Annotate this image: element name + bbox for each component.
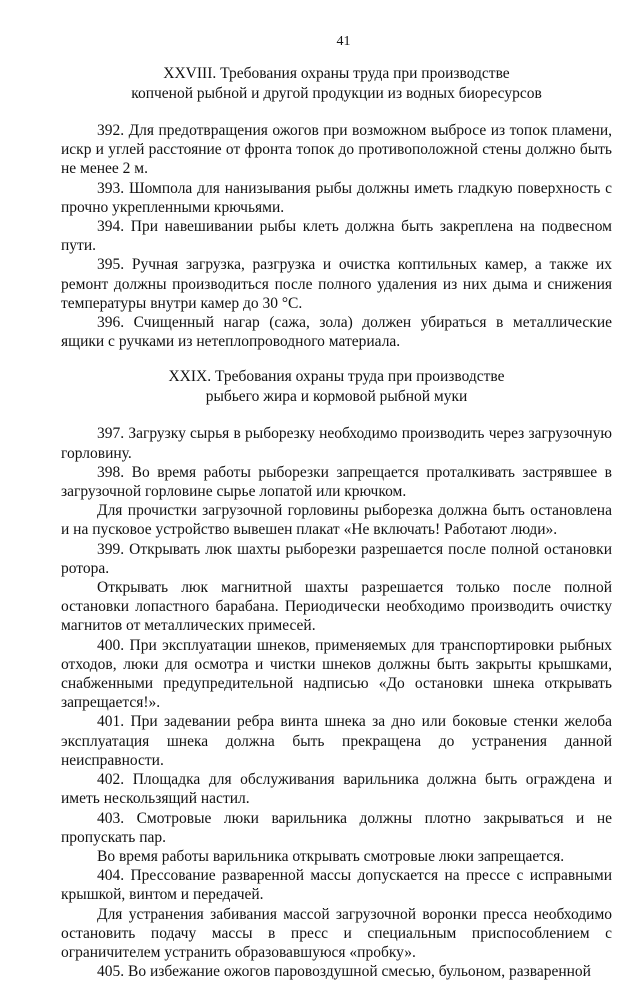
paragraph-399-continued: Открывать люк магнитной шахты разрешается только после полной остановки лопастного барабана. Периодически необходимо производить очистку магнитов от металлических примесей.	[61, 579, 612, 635]
paragraph-403: 403. Смотровые люки варильника должны плотно закрываться и не пропускать пар.	[61, 809, 612, 846]
paragraph-392: 392. Для предотвращения ожогов при возможном выбросе из топок пламени, искр и углей расстояние от фронта топок до противоположной стены должно быть не менее 2 м.	[61, 122, 612, 178]
section-title-line: XXVIII. Требования охраны труда при производстве	[163, 65, 510, 82]
paragraph-396: 396. Счищенный нагар (сажа, зола) должен убираться в металлические ящики с ручками из нетеплопроводного материала.	[61, 314, 612, 351]
section-xxviii	[61, 64, 612, 351]
paragraph-405: 405. Во избежание ожогов паровоздушной смесью, бульоном, разваренной	[97, 963, 591, 981]
paragraph-398-continued: Для прочистки загрузочной горловины рыборезка должна быть остановлена и на пусковое устройство вывешен плакат «Не включать! Работают люди».	[61, 502, 612, 539]
paragraph-394: 394. При навешивании рыбы клеть должна быть закреплена на подвесном пути.	[61, 218, 612, 255]
paragraph-399: 399. Открывать люк шахты рыборезки разрешается после полной остановки ротора.	[61, 540, 612, 577]
page-number: 41	[336, 34, 351, 49]
section-xxix	[61, 367, 612, 981]
section-title-line: рыбьего жира и кормовой рыбной муки	[205, 387, 468, 405]
paragraph-403-continued: Во время работы варильника открывать смотровые люки запрещается.	[97, 847, 565, 865]
section-title-line: копченой рыбной и другой продукции из водных биоресурсов	[131, 84, 542, 102]
paragraph-404: 404. Прессование разваренной массы допускается на прессе с исправными крышкой, винтом и передачей.	[61, 867, 612, 904]
paragraph-398: 398. Во время работы рыборезки запрещается проталкивать застрявшее в загрузочной горловине сырье лопатой или крючком.	[61, 463, 612, 501]
paragraph-400: 400. При эксплуатации шнеков, применяемых для транспортировки рыбных отходов, люки для осмотра и чистки шнеков должны быть закрыты крышками, снабженными предупредительной надписью «До остановки шнека открывать запрещается!».	[61, 636, 612, 712]
section-title	[61, 64, 612, 103]
paragraph-397: 397. Загрузку сырья в рыборезку необходимо производить через загрузочную горловину.	[61, 425, 612, 462]
paragraph-402: 402. Площадка для обслуживания варильника должна быть ограждена и иметь нескользящий настил.	[61, 771, 612, 808]
paragraph-404-continued: Для устранения забивания массой загрузочной воронки пресса необходимо остановить подачу массы в пресс и специальным приспособлением с ограничителем устранить образовавшуюся «пробку».	[61, 905, 612, 961]
section-title	[61, 367, 612, 406]
paragraph-393: 393. Шомпола для нанизывания рыбы должны иметь гладкую поверхность с прочно укрепленными крючьями.	[61, 179, 612, 216]
paragraph-395: 395. Ручная загрузка, разгрузка и очистка коптильных камер, а также их ремонт должны производиться после полного удаления из них дыма и снижения температуры внутри камер до 30 °С.	[61, 256, 612, 312]
section-title-line: XXIX. Требования охраны труда при производстве	[168, 368, 505, 386]
paragraph-401: 401. При задевании ребра винта шнека за дно или боковые стенки желоба эксплуатация шнека должна быть прекращена до устранения данной неисправности.	[61, 713, 612, 769]
